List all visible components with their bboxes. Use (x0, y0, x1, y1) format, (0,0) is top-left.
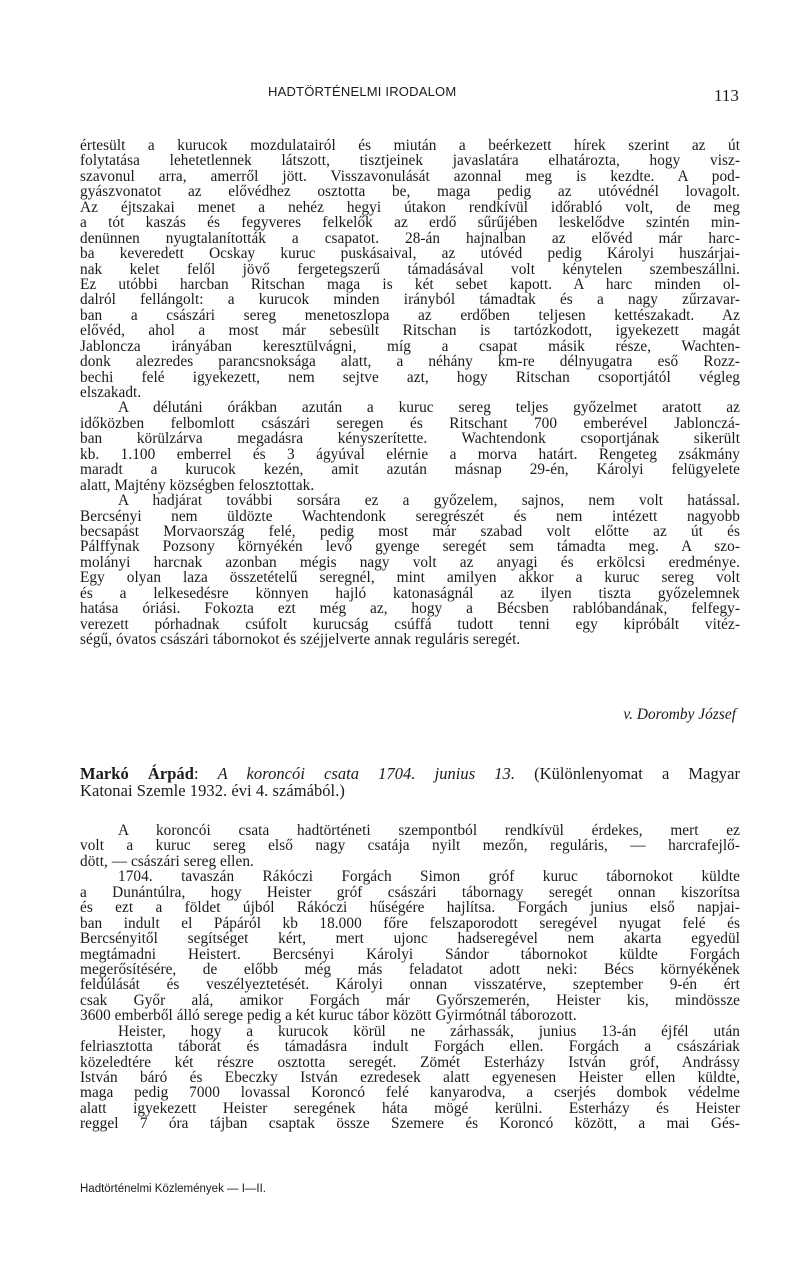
text-line: és a lelkesedésre könnyen hajló katonaságnál az ilyen tiszta győzelemnek (80, 584, 740, 602)
text-line: nak kelet felől jövő fergetegszerű támadásával volt kénytelen szembeszállni. (80, 260, 740, 278)
text-line: Jabloncza irányában keresztülvágni, míg a csapat másik része, Wachten- (80, 337, 740, 355)
text-line: denünnen nyugtalanították a csapatot. 28-án hajnalban az elővéd már harc- (80, 229, 740, 247)
text-line: felriasztotta táborát és támadásra indult Forgách ellen. Forgách a császáriak (80, 1038, 740, 1056)
text-line: ba keveredett Ocskay kuruc puskásaival, az utóvéd pedig Károlyi huszárjai- (80, 245, 740, 263)
text-line: Az éjtszakai menet a nehéz hegyi útakon rendkívül időrabló volt, de meg (80, 198, 740, 216)
text-line: A délutáni órákban azután a kuruc sereg teljes győzelmet aratott az (118, 399, 740, 417)
text-line: Pálffynak Pozsony környékén levő gyenge seregét sem támadta meg. A szo- (80, 538, 740, 556)
text-line: kb. 1.100 emberrel és 3 ágyúval elérnie a morva határt. Rengeteg zsákmány (80, 445, 740, 463)
text-line: elszakadt. (80, 384, 142, 401)
text-line: a Dunántúlra, hogy Heister gróf császári tábornagy seregét onnan kiszorítsa (80, 883, 740, 901)
text-line: Ez utóbbi harcban Ritschan maga is két sebet kapott. A harc minden ol- (80, 275, 740, 293)
text-line: a tót kaszás és fegyveres felkelők az erdő sűrűjében leskelődve szintén min- (80, 214, 740, 232)
reference-line-1 (80, 765, 740, 782)
text-line: gyászvonatot az elővédhez osztotta be, maga pedig az utóvédnél lovagolt. (80, 183, 740, 201)
text-line: maga pedig 7000 lovassal Koroncó felé kanyarodva, a cserjés dombok védelme (80, 1084, 740, 1102)
text-line: értesült a kurucok mozdulatairól és miután a beérkezett hírek szerint az út (80, 137, 740, 154)
text-line: donk alezredes parancsnoksága alatt, a néhány km-re délnyugatra eső Rozz- (80, 353, 740, 371)
review-1-signature-row (80, 707, 740, 722)
text-line: ban indult el Pápáról kb 18.000 főre felszaporodott seregével nyugat felé és (80, 914, 740, 932)
text-line: verezett pórhadnak csúfolt kurucság csúffá tudott tenni egy kipróbált vitéz- (80, 615, 740, 633)
text-line: hatása óriási. Fokozta ezt még az, hogy a Bécsben rablóbandának, felfegy- (80, 600, 740, 618)
text-line: volt a kuruc sereg első nagy csatája nyilt mezőn, reguláris, — harcrafejlő- (80, 837, 740, 855)
text-line: folytatása lehetetlennek látszott, tisztjeinek javaslatára elhatározta, hogy visz- (80, 152, 740, 170)
text-line: A koroncói csata hadtörténeti szempontból rendkívül érdekes, mert ez (118, 822, 740, 839)
text-line: elővéd, ahol a most már sebesült Ritschan is tartózkodott, igyekezett magát (80, 322, 740, 340)
text-line: bechi felé igyekezett, nem sejtve azt, hogy Ritschan csoportjától végleg (80, 368, 740, 386)
text-line: Heister, hogy a kurucok körül ne zárhassák, junius 13-án éjfél után (118, 1022, 740, 1040)
reference-title: A koroncói csata 1704. junius 13. (217, 764, 516, 783)
text-line: dött, — császári sereg ellen. (80, 852, 254, 870)
text-line: időközben felbomlott császári seregen és Ritschant 700 emberével Jablonczá- (80, 414, 740, 432)
text-line: 3600 emberből álló serege pedig a két kuruc tábor között Gyirmótnál táborozott. (80, 1007, 577, 1025)
text-line: becsapást Morvaország felé, pedig most már szabad volt előtte az út és (80, 522, 740, 540)
text-line: feldúlását és veszélyeztetését. Károlyi onnan visszatérve, szeptember 9-én ért (80, 976, 740, 994)
text-line: alatt igyekezett Heister seregének háta mögé kerülni. Esterházy és Heister (80, 1099, 740, 1117)
page-header (0, 84, 795, 104)
running-head: HADTÖRTÉNELMI IRODALOM (268, 84, 457, 99)
text-line: alatt, Majtény községben felosztottak. (80, 476, 315, 494)
text-line: és ezt a földet újból Rákóczi hűségére hajlítsa. Forgách junius első napjai- (80, 899, 740, 917)
reference-separator: : (193, 764, 218, 783)
text-line: István báró és Ebeczky István ezredesek alatt egyenesen Heister ellen küldte, (80, 1069, 740, 1086)
review-2-reference (80, 765, 740, 799)
text-line: szavonul arra, amerről jött. Visszavonulását azonnal meg is kezdte. A pod- (80, 167, 740, 185)
text-line: Egy olyan laza összetételű seregnél, mint amilyen akkor a kuruc sereg volt (80, 569, 740, 587)
text-line: közeledtére két részre osztotta seregét. Zömét Esterházy István gróf, Andrássy (80, 1053, 740, 1071)
text-line: csak Győr alá, amikor Forgách már Győrszemerén, Heister kis, mindössze (80, 991, 740, 1009)
text-line: dalról fellángolt: a kurucok minden irányból támadtak és a nagy zűrzavar- (80, 291, 740, 309)
page-footer: Hadtörténelmi Közlemények — I—II. (80, 1183, 266, 1195)
text-line: megtámadni Heistert. Bercsényi Károlyi Sándor tábornokot küldte Forgách (80, 945, 740, 963)
text-line: ban körülzárva megadásra kényszerítette. Wachtendonk csoportjának sikerült (80, 430, 740, 448)
text-line: molányi harcnak azonban mégis nagy volt az anyagi és erkölcsi eredménye. (80, 553, 740, 571)
text-line: Bercsényi nem üldözte Wachtendonk seregrészét és nem intézett nagyobb (80, 507, 740, 525)
review-2-body (80, 823, 740, 1132)
text-line: Bercsényitől segítséget kért, mert ujonc hadseregével nem akarta egyedül (80, 930, 740, 948)
reference-author: Markó Árpád (80, 764, 194, 783)
text-line: ban a császári sereg menetoszlopa az erdőben teljesen kettészakadt. Az (80, 306, 740, 324)
reference-line-2: Katonai Szemle 1932. évi 4. számából.) (80, 781, 345, 800)
text-line: 1704. tavaszán Rákóczi Forgách Simon gróf kuruc tábornokot küldte (118, 868, 740, 886)
text-line: reggel 7 óra tájban csaptak össze Szemere és Koroncó között, a mai Gés- (80, 1115, 740, 1133)
text-line: maradt a kurucok kezén, amit azután másnap 29-én, Károlyi felügyelete (80, 461, 740, 479)
review-signature: v. Doromby József (623, 706, 736, 723)
text-line: ségű, óvatos császári tábornokot és széjjelverte annak reguláris seregét. (80, 631, 521, 648)
page-number: 113 (714, 86, 739, 105)
text-line: megerősítésére, de előbb még más feladatot adott neki: Bécs környékének (80, 960, 740, 978)
review-1-body (80, 138, 740, 647)
reference-note-1: (Különlenyomat a Magyar (515, 764, 741, 783)
text-line: A hadjárat további sorsára ez a győzelem, sajnos, nem volt hatással. (118, 492, 740, 510)
